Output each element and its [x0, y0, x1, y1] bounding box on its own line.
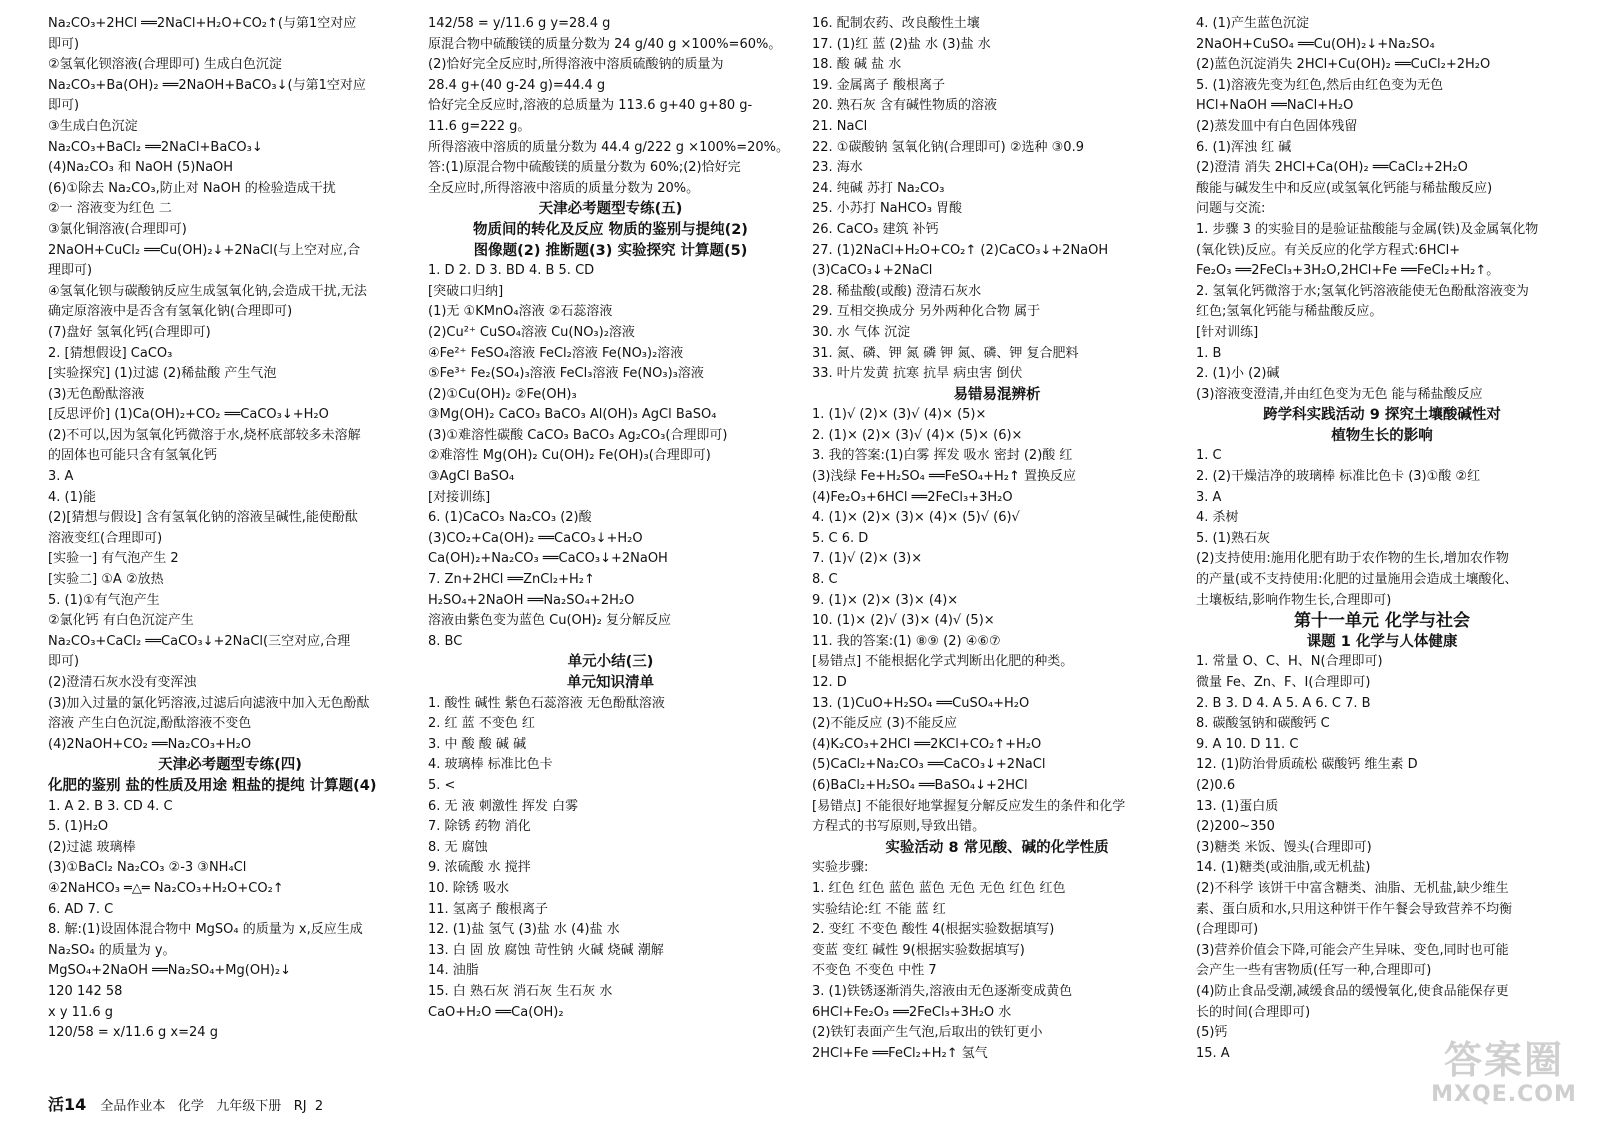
- answer-line: 23. 海水: [812, 160, 863, 176]
- answer-line: 120/58 = x/11.6 g x=24 g: [48, 1025, 218, 1041]
- section-heading: 天津必考题型专练(五): [538, 201, 683, 218]
- answer-line: (4)2NaOH+CO₂ ══Na₂CO₃+H₂O: [48, 736, 252, 752]
- answer-line: 8. 无 腐蚀: [428, 839, 488, 855]
- answer-line: (3)溶液变澄清,并由红色变为无色 能与稀盐酸反应: [1196, 386, 1483, 402]
- book-title: 全品作业本: [100, 1099, 166, 1114]
- answer-line: Na₂CO₃+BaCl₂ ══2NaCl+BaCO₃↓: [48, 139, 263, 155]
- answer-line: 素、蛋白质和水,只用这种饼干作午餐会导致营养不均衡: [1196, 901, 1513, 917]
- answer-line: (3)加入过量的氯化钙溶液,过滤后向滤液中加入无色酚酞: [48, 695, 370, 711]
- answer-line: 11. 我的答案:(1) ⑧⑨ (2) ④⑥⑦: [812, 633, 1001, 649]
- answer-line: 2. (1)小 (2)碱: [1196, 366, 1280, 382]
- answer-line: 2HCl+Fe ══FeCl₂+H₂↑ 氢气: [812, 1045, 988, 1061]
- answer-line: 实验步骤:: [812, 860, 869, 876]
- answer-line: 11. 氢离子 酸根离子: [428, 901, 548, 917]
- answer-line: (3)①难溶性碳酸 CaCO₃ BaCO₃ Ag₂CO₃(合理即可): [428, 427, 728, 443]
- answer-line: ④Fe²⁺ FeSO₄溶液 FeCl₂溶液 Fe(NO₃)₂溶液: [428, 345, 684, 361]
- answer-line: ④氢氧化钡与碳酸钠反应生成氢氧化钠,会造成干扰,无法: [48, 283, 367, 299]
- answer-line: (2)澄清石灰水没有变浑浊: [48, 675, 197, 690]
- answer-line: (3)浅绿 Fe+H₂SO₄ ══FeSO₄+H₂↑ 置换反应: [812, 469, 1077, 485]
- answer-line: 9. 浓硫酸 水 搅拌: [428, 860, 531, 876]
- answer-line: 方程式的书写原则,导致出错。: [812, 819, 986, 835]
- answer-line: (2)0.6: [1196, 777, 1236, 793]
- section-heading: 植物生长的影响: [1331, 427, 1433, 444]
- answer-line: 全反应时,所得溶液中溶质的质量分数为 20%。: [428, 180, 700, 196]
- answer-line: 5. (1)H₂O: [48, 819, 109, 835]
- answer-line: 即可): [48, 654, 80, 670]
- answer-line: 1. 常量 O、C、H、N(合理即可): [1196, 654, 1383, 670]
- answer-line: 即可): [48, 98, 80, 114]
- answer-line: MgSO₄+2NaOH ══Na₂SO₄+Mg(OH)₂↓: [48, 963, 292, 979]
- answer-line: 酸能与碱发生中和反应(或氢氧化钙能与稀盐酸反应): [1196, 180, 1493, 196]
- answer-line: 26. CaCO₃ 建筑 补钙: [812, 221, 939, 237]
- answer-line: 28.4 g+(40 g-24 g)=44.4 g: [428, 77, 606, 93]
- answer-line: 7. (1)√ (2)× (3)×: [812, 551, 923, 567]
- section-heading: 化肥的鉴别 盐的性质及用途 粗盐的提纯 计算题(4): [48, 777, 377, 794]
- answer-line: 3. A: [48, 469, 74, 485]
- answer-line: (2)恰好完全反应时,所得溶液中溶质硫酸钠的质量为: [428, 57, 724, 73]
- answer-line: (2)200~350: [1196, 819, 1275, 835]
- answer-line: 12. (1)防治骨质疏松 碳酸钙 维生素 D: [1196, 757, 1418, 773]
- answer-line: (3)CaCO₃↓+2NaCl: [812, 263, 933, 279]
- volume-number: 2: [314, 1099, 324, 1114]
- answer-line: 所得溶液中溶质的质量分数为 44.4 g/222 g ×100%=20%。: [428, 139, 790, 155]
- answer-line: 10. (1)× (2)√ (3)× (4)√ (5)×: [812, 613, 995, 629]
- answer-line: 9. A 10. D 11. C: [1196, 736, 1299, 752]
- answer-line: 13. (1)蛋白质: [1196, 798, 1279, 814]
- answer-line: 4. (1)能: [48, 489, 96, 505]
- answer-line: 恰好完全反应时,溶液的总质量为 113.6 g+40 g+80 g-: [428, 98, 753, 114]
- answer-line: CaO+H₂O ══Ca(OH)₂: [428, 1004, 564, 1020]
- answer-line: 7. Zn+2HCl ══ZnCl₂+H₂↑: [428, 572, 595, 588]
- column-4: [1196, 14, 1568, 1064]
- answer-line: 29. 互相交换成分 另外两种化合物 属于: [812, 304, 1041, 320]
- answer-line: [实验一] 有气泡产生 2: [48, 551, 179, 567]
- section-heading: 跨学科实践活动 9 探究土壤酸碱性对: [1263, 407, 1501, 424]
- answer-line: (2)不可以,因为氢氧化钙微溶于水,烧杯底部较多未溶解: [48, 427, 361, 443]
- answer-line: (5)钙: [1196, 1025, 1228, 1041]
- answer-line: 16. 配制农药、改良酸性土壤: [812, 16, 980, 31]
- answer-line: 溶液由紫色变为蓝色 Cu(OH)₂ 复分解反应: [428, 613, 671, 629]
- answer-line: (3)CO₂+Ca(OH)₂ ══CaCO₃↓+H₂O: [428, 530, 643, 546]
- answer-line: 33. 叶片发黄 抗寒 抗旱 病虫害 倒伏: [812, 366, 1023, 382]
- answer-line: 2NaOH+CuCl₂ ══Cu(OH)₂↓+2NaCl(与上空对应,合: [48, 242, 361, 258]
- answer-line: x y 11.6 g: [48, 1004, 113, 1020]
- answer-line: 不变色 不变色 中性 7: [812, 963, 937, 979]
- answer-line: 红色;氢氧化钙能与稀盐酸反应。: [1196, 304, 1383, 320]
- answer-line: (3)营养价值会下降,可能会产生异味、变色,同时也可能: [1196, 942, 1509, 958]
- answer-line: 2NaOH+CuSO₄ ══Cu(OH)₂↓+Na₂SO₄: [1196, 36, 1435, 52]
- answer-line: (4)防止食品受潮,减缓食品的缓慢氧化,使食品能保存更: [1196, 983, 1509, 999]
- answer-line: 变蓝 变红 碱性 9(根据实验数据填写): [812, 942, 1025, 958]
- answer-line: ③Mg(OH)₂ CaCO₃ BaCO₃ Al(OH)₃ AgCl BaSO₄: [428, 407, 717, 423]
- answer-line: [易错点] 不能根据化学式判断出化肥的种类。: [812, 654, 1074, 670]
- answer-line: 溶液变红(合理即可): [48, 530, 163, 546]
- answer-line: 22. ①碳酸钠 氢氧化钠(合理即可) ②选种 ③0.9: [812, 139, 1084, 155]
- answer-line: 7. 除锈 药物 消化: [428, 819, 531, 835]
- answer-line: 即可): [48, 36, 80, 52]
- answer-line: ④2NaHCO₃ ═△═ Na₂CO₃+H₂O+CO₂↑: [48, 880, 284, 896]
- watermark-url: MXQE.COM: [1431, 1082, 1577, 1107]
- answer-line: 12. (1)盐 氢气 (3)盐 水 (4)盐 水: [428, 922, 620, 938]
- answer-line: 5. C 6. D: [812, 530, 869, 546]
- answer-line: 4. (1)产生蓝色沉淀: [1196, 16, 1309, 31]
- answer-line: 142/58 = y/11.6 g y=28.4 g: [428, 16, 611, 31]
- answer-line: Na₂SO₄ 的质量为 y。: [48, 942, 176, 958]
- answer-line: 5. <: [428, 777, 456, 793]
- answer-line: 答:(1)原混合物中硫酸镁的质量分数为 60%;(2)恰好完: [428, 160, 741, 176]
- column-2: [428, 14, 793, 1023]
- answer-line: Fe₂O₃ ══2FeCl₃+3H₂O,2HCl+Fe ══FeCl₂+H₂↑。: [1196, 263, 1500, 279]
- answer-line: 会产生一些有害物质(任写一种,合理即可): [1196, 963, 1432, 979]
- answer-line: (2)支持使用:施用化肥有助于农作物的生长,增加农作物: [1196, 551, 1509, 567]
- watermark-logo: 答案圈: [1443, 1038, 1564, 1082]
- answer-line: 1. C: [1196, 448, 1222, 464]
- page-footer: [48, 1092, 323, 1115]
- answer-line: (2)①Cu(OH)₂ ②Fe(OH)₃: [428, 386, 577, 402]
- answer-line: 28. 稀盐酸(或酸) 澄清石灰水: [812, 283, 982, 299]
- answer-line: 土壤板结,影响作物生长,合理即可): [1196, 592, 1392, 608]
- answer-line: [易错点] 不能很好地掌握复分解反应发生的条件和化学: [812, 798, 1126, 814]
- column-1: [48, 14, 412, 1044]
- answer-line: 2. (1)× (2)× (3)√ (4)× (5)× (6)×: [812, 427, 1023, 443]
- answer-line: Na₂CO₃+CaCl₂ ══CaCO₃↓+2NaCl(三空对应,合理: [48, 633, 351, 649]
- answer-line: (2)蓝色沉淀消失 2HCl+Cu(OH)₂ ══CuCl₂+2H₂O: [1196, 57, 1491, 73]
- watermark: [1414, 1038, 1594, 1114]
- answer-line: (6)①除去 Na₂CO₃,防止对 NaOH 的检验造成干扰: [48, 180, 336, 196]
- answer-line: 15. 白 熟石灰 消石灰 生石灰 水: [428, 983, 613, 999]
- answer-line: HCl+NaOH ══NaCl+H₂O: [1196, 98, 1354, 114]
- answer-line: (氧化铁)反应。有关反应的化学方程式:6HCl+: [1196, 242, 1461, 258]
- answer-line: (2)铁钉表面产生气泡,后取出的铁钉更小: [812, 1025, 1043, 1041]
- answer-line: 13. (1)CuO+H₂SO₄ ══CuSO₄+H₂O: [812, 695, 1030, 711]
- answer-line: (合理即可): [1196, 922, 1259, 938]
- answer-line: (5)CaCl₂+Na₂CO₃ ══CaCO₃↓+2NaCl: [812, 757, 1046, 773]
- page-number: 活14: [48, 1095, 87, 1114]
- section-heading: 第十一单元 化学与社会: [1294, 611, 1470, 632]
- answer-line: 6. 无 液 刺激性 挥发 白雾: [428, 798, 579, 814]
- answer-line: (6)BaCl₂+H₂SO₄ ══BaSO₄↓+2HCl: [812, 777, 1028, 793]
- answer-line: 6. (1)CaCO₃ Na₂CO₃ (2)酸: [428, 510, 592, 526]
- answer-line: 8. 解:(1)设固体混合物中 MgSO₄ 的质量为 x,反应生成: [48, 922, 363, 938]
- answer-line: 31. 氮、磷、钾 氮 磷 钾 氮、磷、钾 复合肥料: [812, 345, 1079, 361]
- answer-line: 确定原溶液中是否含有氢氧化钠(合理即可): [48, 304, 293, 320]
- answer-line: 13. 白 固 放 腐蚀 苛性钠 火碱 烧碱 潮解: [428, 942, 664, 958]
- answer-line: (7)盘好 氢氧化钙(合理即可): [48, 324, 211, 340]
- answer-line: 12. D: [812, 675, 847, 690]
- answer-line: ⑤Fe³⁺ Fe₂(SO₄)₃溶液 FeCl₃溶液 Fe(NO₃)₃溶液: [428, 366, 704, 382]
- answer-line: 溶液 产生白色沉淀,酚酞溶液不变色: [48, 716, 252, 732]
- answer-line: H₂SO₄+2NaOH ══Na₂SO₄+2H₂O: [428, 592, 635, 608]
- section-heading: 天津必考题型专练(四): [158, 757, 302, 774]
- answer-line: 1. 红色 红色 蓝色 蓝色 无色 无色 红色 红色: [812, 880, 1066, 896]
- answer-line: (2)不能反应 (3)不能反应: [812, 716, 957, 732]
- answer-line: 4. (1)× (2)× (3)× (4)× (5)√ (6)√: [812, 510, 1020, 526]
- answer-line: 1. (1)√ (2)× (3)√ (4)× (5)×: [812, 407, 987, 423]
- answer-line: 4. 杀树: [1196, 510, 1239, 526]
- answer-line: 实验结论:红 不能 蓝 红: [812, 901, 946, 917]
- answer-line: [突破口归纳]: [428, 283, 504, 299]
- section-heading: 课题 1 化学与人体健康: [1306, 633, 1458, 650]
- answer-line: (4)K₂CO₃+2HCl ══2KCl+CO₂↑+H₂O: [812, 736, 1042, 752]
- answer-line: 1. 步骤 3 的实验目的是验证盐酸能与金属(铁)及金属氧化物: [1196, 221, 1539, 237]
- answer-line: 14. 油脂: [428, 963, 479, 979]
- answer-line: 长的时间(合理即可): [1196, 1004, 1311, 1020]
- answer-line: [对接训练]: [428, 489, 491, 505]
- answer-line: (2)Cu²⁺ CuSO₄溶液 Cu(NO₃)₂溶液: [428, 324, 635, 340]
- answer-line: (2)过滤 玻璃棒: [48, 839, 136, 855]
- answer-line: 3. A: [1196, 489, 1222, 505]
- section-heading: 物质间的转化及反应 物质的鉴别与提纯(2): [473, 221, 748, 238]
- column-3: [812, 14, 1182, 1064]
- answer-line: (4)Fe₂O₃+6HCl ══2FeCl₃+3H₂O: [812, 489, 1013, 505]
- answer-line: 6HCl+Fe₂O₃ ══2FeCl₃+3H₂O 水: [812, 1004, 1012, 1020]
- answer-line: (3)无色酚酞溶液: [48, 386, 145, 402]
- answer-line: (1)无 ①KMnO₄溶液 ②石蕊溶液: [428, 304, 613, 320]
- answer-line: 8. BC: [428, 633, 463, 649]
- answer-line: 1. B: [1196, 345, 1222, 361]
- answer-line: Na₂CO₃+2HCl ══2NaCl+H₂O+CO₂↑(与第1空对应: [48, 16, 357, 31]
- answer-line: ②氢氧化钡溶液(合理即可) 生成白色沉淀: [48, 57, 282, 73]
- answer-line: 的固体也可能只含有氢氧化钙: [48, 448, 218, 464]
- answer-line: 2. 红 蓝 不变色 红: [428, 716, 535, 732]
- answer-line: ③生成白色沉淀: [48, 118, 138, 134]
- subject-label: 化学: [177, 1099, 204, 1114]
- answer-line: 问题与交流:: [1196, 201, 1266, 217]
- section-heading: 单元知识清单: [567, 675, 654, 691]
- answer-line: 30. 水 气体 沉淀: [812, 324, 911, 340]
- answer-line: 2. B 3. D 4. A 5. A 6. C 7. B: [1196, 695, 1371, 711]
- answer-line: 原混合物中硫酸镁的质量分数为 24 g/40 g ×100%=60%。: [428, 36, 782, 52]
- answer-line: (2)澄清 消失 2HCl+Ca(OH)₂ ══CaCl₂+2H₂O: [1196, 160, 1468, 176]
- answer-line: ③氯化铜溶液(合理即可): [48, 221, 187, 237]
- answer-line: (2)蒸发皿中有白色固体残留: [1196, 118, 1358, 134]
- answer-line: 理即可): [48, 263, 93, 279]
- answer-line: ②氯化钙 有白色沉淀产生: [48, 613, 194, 629]
- answer-line: 2. [猜想假设] CaCO₃: [48, 345, 173, 361]
- answer-line: ③AgCl BaSO₄: [428, 469, 515, 485]
- answer-line: 14. (1)糖类(或油脂,或无机盐): [1196, 860, 1371, 876]
- answer-line: 5. (1)①有气泡产生: [48, 592, 160, 608]
- answer-line: 19. 金属离子 酸根离子: [812, 77, 945, 93]
- answer-line: (2)不科学 该饼干中富含糖类、油脂、无机盐,缺少维生: [1196, 880, 1509, 896]
- answer-line: 1. D 2. D 3. BD 4. B 5. CD: [428, 263, 595, 279]
- answer-line: 微量 Fe、Zn、F、I(合理即可): [1196, 675, 1371, 690]
- section-heading: 实验活动 8 常见酸、碱的化学性质: [885, 839, 1109, 856]
- answer-line: Ca(OH)₂+Na₂CO₃ ══CaCO₃↓+2NaOH: [428, 551, 668, 567]
- answer-line: 2. 变红 不变色 酸性 4(根据实验数据填写): [812, 922, 1055, 938]
- answer-line: Na₂CO₃+Ba(OH)₂ ══2NaOH+BaCO₃↓(与第1空对应: [48, 77, 366, 93]
- answer-line: ②难溶性 Mg(OH)₂ Cu(OH)₂ Fe(OH)₃(合理即可): [428, 448, 711, 464]
- answer-line: (3)糖类 米饭、馒头(合理即可): [1196, 839, 1372, 855]
- section-heading: 单元小结(三): [567, 654, 654, 671]
- answer-line: 5. (1)溶液先变为红色,然后由红色变为无色: [1196, 77, 1444, 93]
- answer-line: 8. 碳酸氢钠和碳酸钙 C: [1196, 716, 1330, 732]
- answer-line: [实验二] ①A ②放热: [48, 572, 164, 588]
- answer-line: 18. 酸 碱 盐 水: [812, 57, 902, 73]
- answer-line: 5. (1)熟石灰: [1196, 530, 1270, 546]
- answer-line: 6. AD 7. C: [48, 901, 114, 917]
- answer-line: 3. 我的答案:(1)白雾 挥发 吸水 密封 (2)酸 红: [812, 448, 1073, 464]
- answer-line: 3. 中 酸 酸 碱 碱: [428, 736, 527, 752]
- answer-line: [反思评价] (1)Ca(OH)₂+CO₂ ══CaCO₃↓+H₂O: [48, 407, 329, 423]
- answer-line: 8. C: [812, 572, 838, 588]
- answer-line: 25. 小苏打 NaHCO₃ 胃酸: [812, 201, 963, 217]
- answer-line: 1. 酸性 碱性 紫色石蕊溶液 无色酚酞溶液: [428, 695, 665, 711]
- section-heading: 图像题(2) 推断题(3) 实验探究 计算题(5): [473, 242, 748, 259]
- answer-line: [实验探究] (1)过滤 (2)稀盐酸 产生气泡: [48, 366, 277, 382]
- answer-line: 27. (1)2NaCl+H₂O+CO₂↑ (2)CaCO₃↓+2NaOH: [812, 242, 1109, 258]
- answer-line: 4. 玻璃棒 标准比色卡: [428, 757, 553, 773]
- answer-line: [针对训练]: [1196, 324, 1259, 340]
- answer-line: 24. 纯碱 苏打 Na₂CO₃: [812, 180, 945, 196]
- answer-line: ②一 溶液变为红色 二: [48, 201, 172, 217]
- answer-line: 17. (1)红 蓝 (2)盐 水 (3)盐 水: [812, 36, 991, 52]
- answer-line: 120 142 58: [48, 983, 123, 999]
- answer-line: (4)Na₂CO₃ 和 NaOH (5)NaOH: [48, 160, 234, 176]
- answer-line: 的产量(或不支持使用:化肥的过量施用会造成土壤酸化、: [1196, 572, 1518, 588]
- section-heading: 易错易混辨析: [953, 386, 1041, 403]
- answer-line: 10. 除锈 吸水: [428, 880, 509, 896]
- edition-label: RJ: [293, 1099, 307, 1114]
- answer-line: 6. (1)浑浊 红 碱: [1196, 139, 1292, 155]
- grade-label: 九年级下册: [216, 1099, 282, 1114]
- answer-line: 15. A: [1196, 1045, 1230, 1061]
- answer-line: 2. (2)干燥洁净的玻璃棒 标准比色卡 (3)①酸 ②红: [1196, 469, 1481, 485]
- answer-line: 1. A 2. B 3. CD 4. C: [48, 798, 173, 814]
- answer-line: (2)[猜想与假设] 含有氢氧化钠的溶液呈碱性,能使酚酞: [48, 510, 358, 526]
- answer-line: 11.6 g=222 g。: [428, 118, 531, 134]
- answer-line: 20. 熟石灰 含有碱性物质的溶液: [812, 98, 997, 114]
- answer-line: 21. NaCl: [812, 118, 868, 134]
- answer-line: 2. 氢氧化钙微溶于水;氢氧化钙溶液能使无色酚酞溶液变为: [1196, 283, 1529, 299]
- answer-line: (3)①BaCl₂ Na₂CO₃ ②-3 ③NH₄Cl: [48, 860, 247, 876]
- answer-line: 3. (1)铁锈逐渐消失,溶液由无色逐渐变成黄色: [812, 983, 1073, 999]
- answer-line: 9. (1)× (2)× (3)× (4)×: [812, 592, 959, 608]
